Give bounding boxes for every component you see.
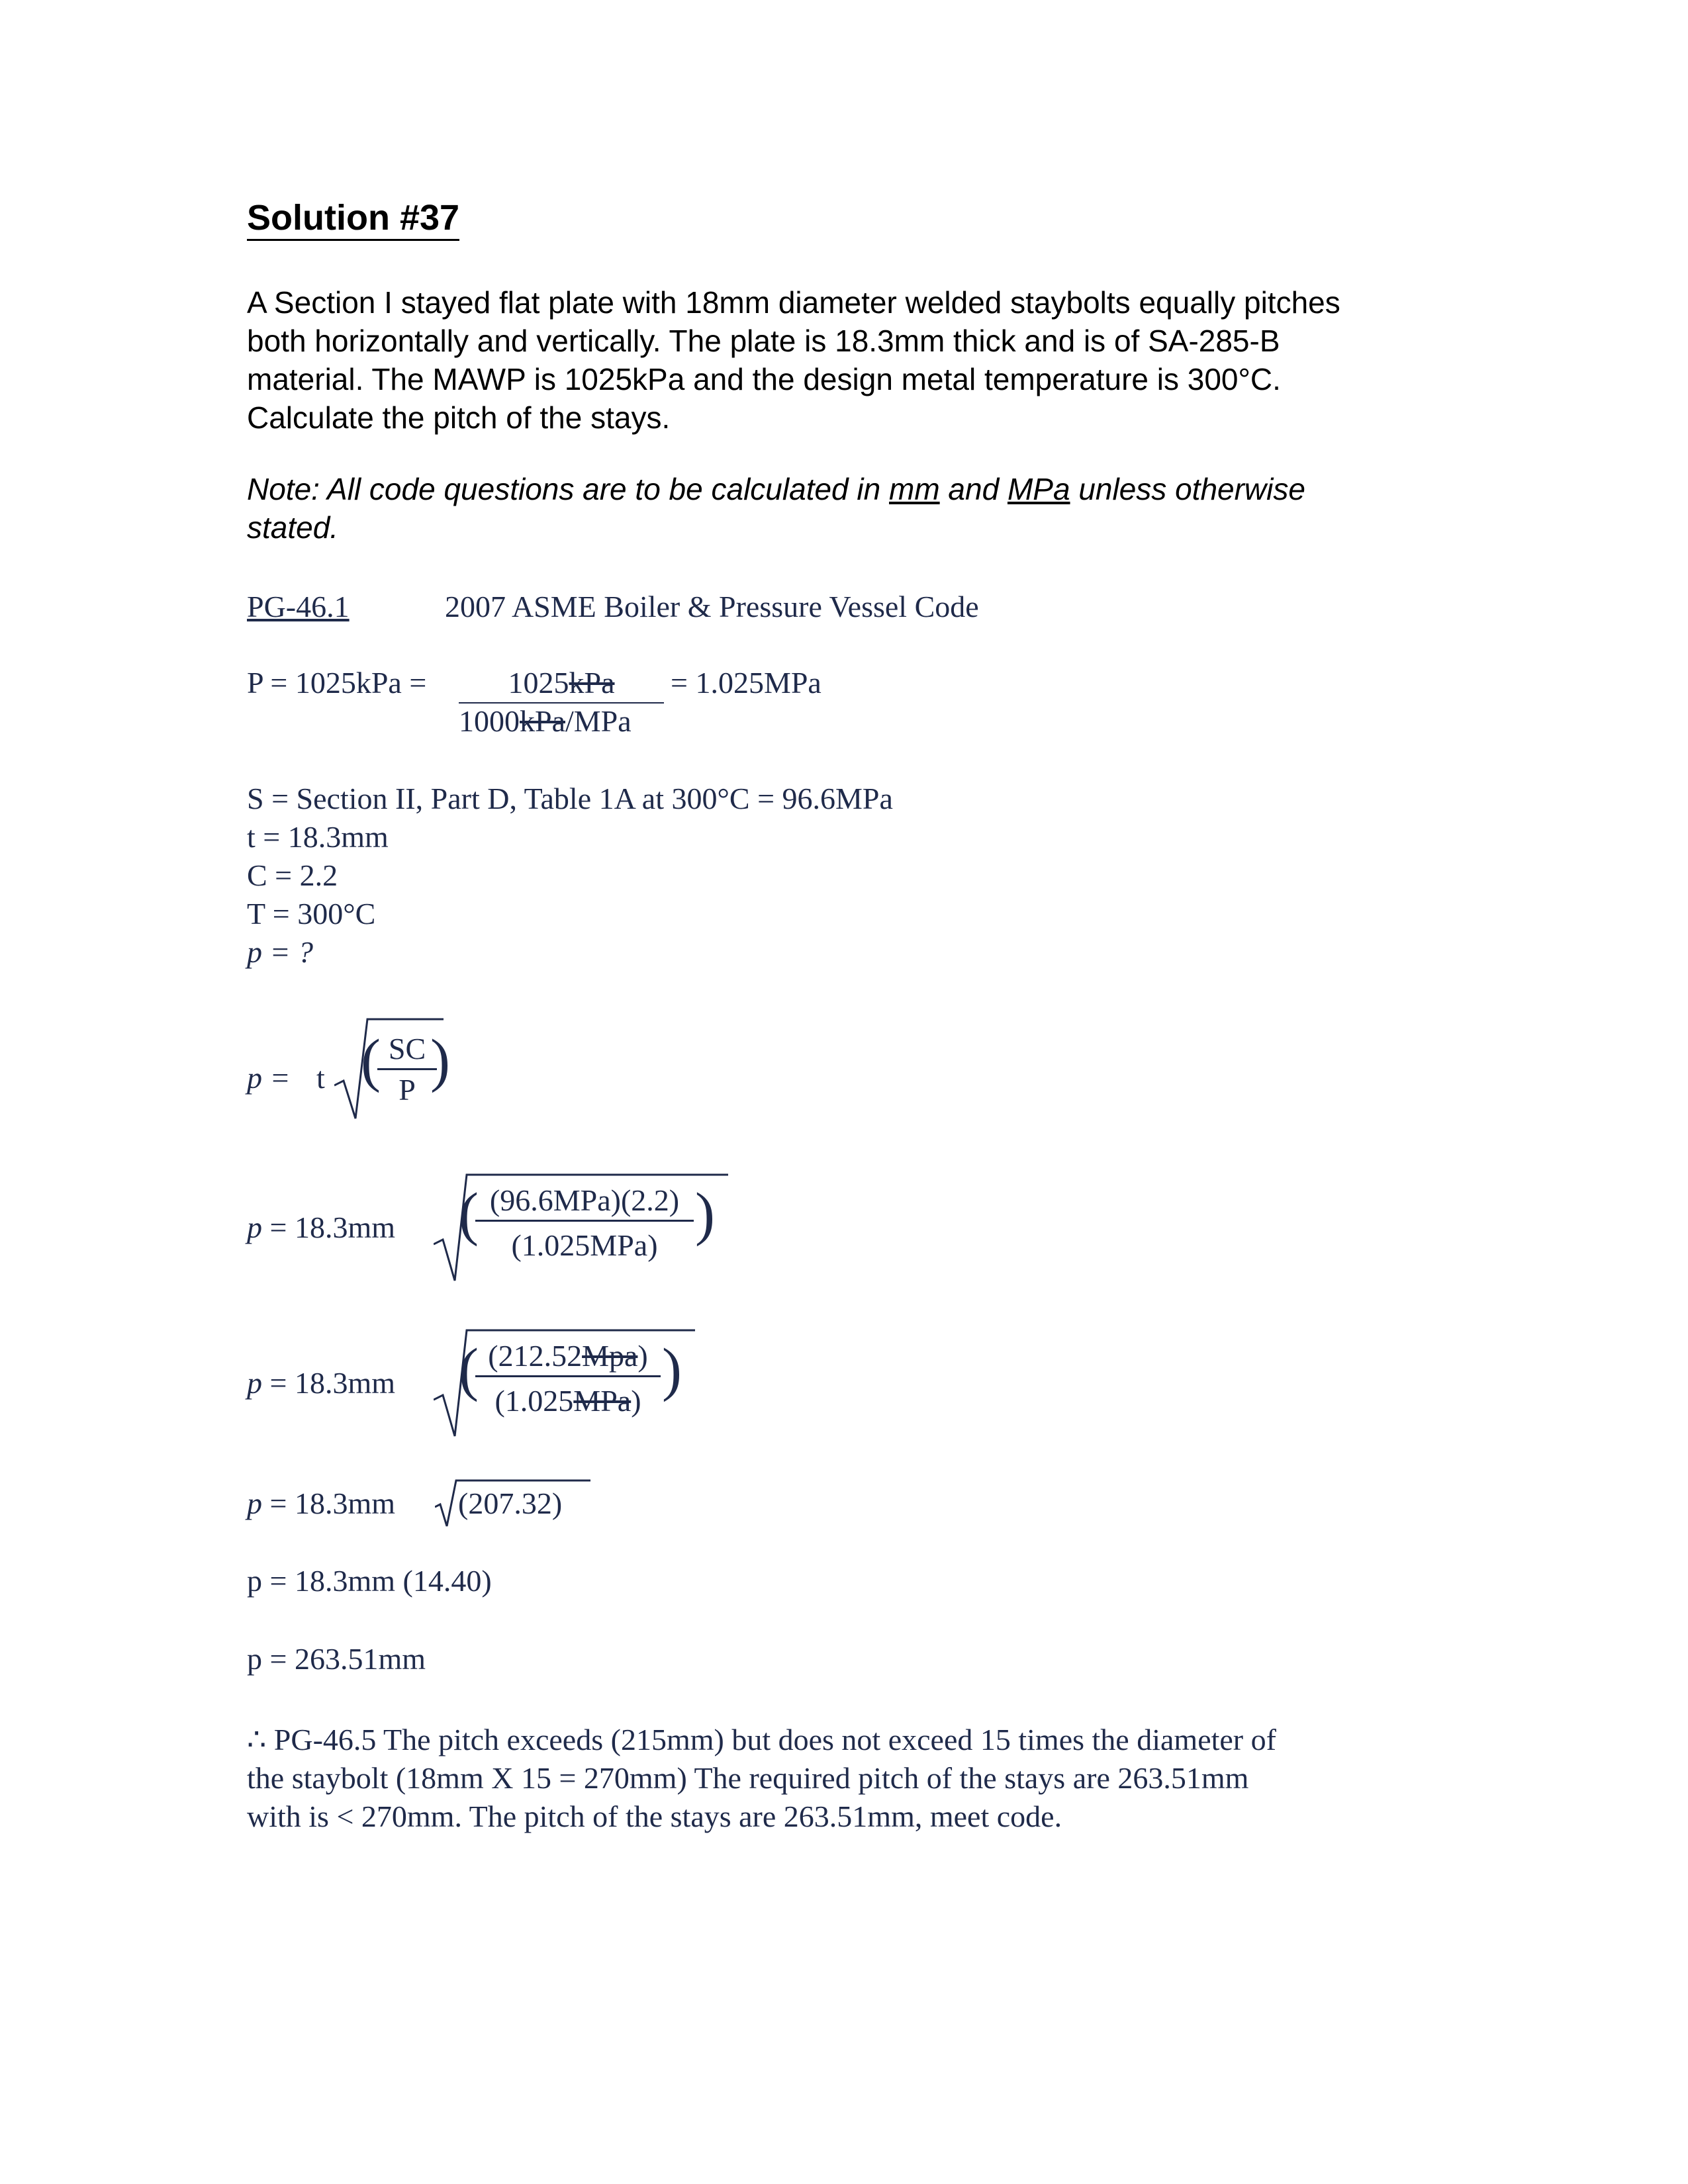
given-unknown-pitch: p = ? xyxy=(247,935,314,969)
pressure-denominator: 1000kPa/MPa xyxy=(459,704,632,738)
note-middle: and xyxy=(939,472,1008,506)
step4: p = 18.3mm (14.40) xyxy=(247,1564,492,1598)
step5-result: p = 263.51mm xyxy=(247,1642,426,1676)
step3-lhs: p = 18.3mm xyxy=(247,1486,396,1520)
formula-numerator: SC xyxy=(377,1030,437,1070)
formula-t: t xyxy=(316,1061,325,1095)
step3-radicand: (207.32) xyxy=(458,1486,563,1520)
problem-line: both horizontally and vertically. The plate is 18.3mm thick and is of SA-285-B xyxy=(247,324,1280,358)
conclusion-line: the staybolt (18mm X 15 = 270mm) The required pitch of the stays are 263.51mm xyxy=(247,1761,1249,1795)
problem-statement xyxy=(247,283,1472,437)
note-suffix: unless otherwise xyxy=(1070,472,1305,506)
given-temperature: T = 300°C xyxy=(247,897,376,931)
step2-lhs: p = 18.3mm xyxy=(247,1366,396,1400)
formula-denominator: P xyxy=(399,1073,416,1107)
pressure-numerator: 1025kPa xyxy=(459,664,664,704)
code-edition: 2007 ASME Boiler & Pressure Vessel Code xyxy=(445,590,979,623)
step1-lhs: p = 18.3mm xyxy=(247,1210,396,1244)
step1-numerator: (96.6MPa)(2.2) xyxy=(475,1181,694,1222)
conclusion-line: ∴ PG-46.5 The pitch exceeds (215mm) but does not exceed 15 times the diameter of xyxy=(247,1723,1276,1756)
given-thickness: t = 18.3mm xyxy=(247,820,389,854)
conclusion-line: with is < 270mm. The pitch of the stays are 263.51mm, meet code. xyxy=(247,1799,1062,1833)
open-paren: ( xyxy=(459,1181,479,1247)
step1-denominator: (1.025MPa) xyxy=(511,1228,658,1262)
pressure-lhs: P = 1025kPa = xyxy=(247,666,427,700)
units-note xyxy=(247,470,1472,547)
problem-line: material. The MAWP is 1025kPa and the design metal temperature is 300°C. xyxy=(247,362,1281,396)
note-unit-mpa: MPa xyxy=(1007,472,1070,506)
conclusion xyxy=(247,1721,1472,1836)
close-paren: ) xyxy=(695,1181,715,1247)
formula-lhs: p = xyxy=(247,1061,291,1095)
note-prefix: Note: All code questions are to be calculated in xyxy=(247,472,889,506)
problem-line: A Section I stayed flat plate with 18mm diameter welded staybolts equally pitches xyxy=(247,285,1340,320)
given-stress: S = Section II, Part D, Table 1A at 300°C = 96.6MPa xyxy=(247,782,893,815)
note-line2: stated. xyxy=(247,510,339,545)
open-paren: ( xyxy=(361,1028,381,1093)
problem-line: Calculate the pitch of the stays. xyxy=(247,400,671,435)
pressure-result: = 1.025MPa xyxy=(671,666,821,700)
open-paren: ( xyxy=(459,1337,479,1402)
close-paren: ) xyxy=(430,1028,450,1093)
code-section-reference: PG-46.1 xyxy=(247,590,350,623)
step2-numerator: (212.52Mpa) xyxy=(475,1337,661,1377)
note-unit-mm: mm xyxy=(889,472,940,506)
close-paren: ) xyxy=(662,1337,682,1402)
given-constant: C = 2.2 xyxy=(247,858,338,892)
page-title: Solution #37 xyxy=(247,199,459,241)
step2-denominator: (1.025MPa) xyxy=(494,1384,641,1418)
